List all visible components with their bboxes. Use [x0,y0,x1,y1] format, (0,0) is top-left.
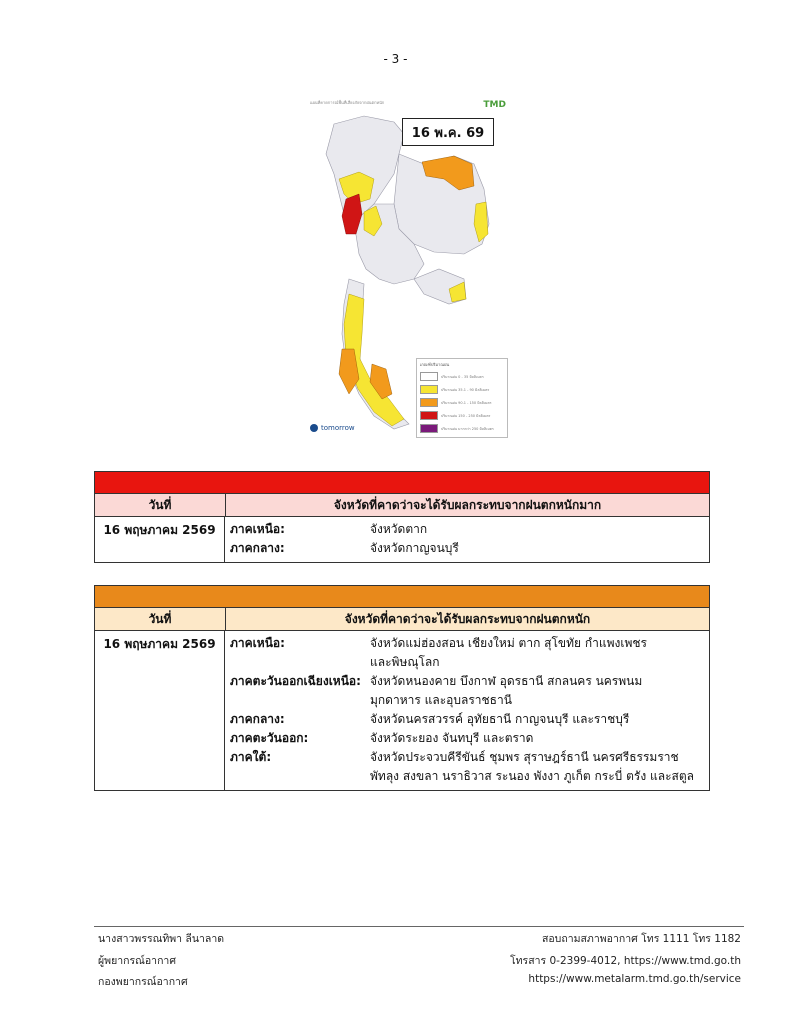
legend-swatch [420,424,438,433]
region-row [230,539,709,558]
province-line: และพิษณุโลก [370,655,440,669]
legend-item [417,370,507,383]
region-row [230,729,709,748]
rainfall-risk-map [304,94,510,440]
region-label: ภาคใต้: [230,750,272,764]
region-row [230,748,709,786]
tomorrow-logo-icon [310,424,318,432]
province-list [370,634,709,672]
region-label: ภาคตะวันออกเฉียงเหนือ: [230,674,361,688]
row-regions [225,631,709,790]
map-date-label: 16 พ.ค. 69 [402,118,494,146]
legend-title: เกณฑ์ปริมาณฝน [420,362,450,367]
row-regions [225,517,709,562]
tomorrow-brand-text: tomorrow [321,424,355,432]
region-label: ภาคเหนือ: [230,636,285,650]
very-heavy-rain-table [94,471,710,563]
legend-text: ปริมาณฝน 150 - 250 มิลลิเมตร [441,413,491,418]
province-list [370,748,709,786]
service-link[interactable]: https://www.metalarm.tmd.go.th/service [528,973,741,985]
row-date: 16 พฤษภาคม 2569 [95,517,225,562]
table-header [95,494,709,517]
region-label: ภาคตะวันออก: [230,731,309,745]
severity-bar-orange [95,586,709,608]
region-row [230,710,709,729]
forecaster-title: ผู้พยากรณ์อากาศ [98,955,176,967]
map-header-text: แผนที่คาดการณ์พื้นที่เสี่ยงภัยจากฝนตกหนัก [310,100,385,105]
forecaster-name: นางสาวพรรณทิพา ลีนาลาด [98,933,225,945]
map-legend [416,358,508,438]
table-row [95,631,709,790]
legend-text: ปริมาณฝน มากกว่า 250 มิลลิเมตร [441,426,494,431]
province-line: พัทลุง สงขลา นราธิวาส ระนอง พังงา ภูเก็ต กระบี่ ตรัง และสตูล [370,769,695,783]
province-list: จังหวัดนครสวรรค์ อุทัยธานี กาญจนบุรี และราชบุรี [370,712,630,726]
legend-text: ปริมาณฝน 0 - 35 มิลลิเมตร [441,374,484,379]
header-provinces: จังหวัดที่คาดว่าจะได้รับผลกระทบจากฝนตกหนักมาก [333,497,602,512]
legend-swatch [420,385,438,394]
footer-divider [94,926,744,927]
row-date: 16 พฤษภาคม 2569 [95,631,225,790]
page-number: - 3 - [383,52,408,66]
tomorrow-brand [310,424,355,432]
tmd-logo: TMD [483,100,506,110]
region-label: ภาคเหนือ: [230,522,285,536]
legend-swatch [420,398,438,407]
province-line: จังหวัดประจวบคีรีขันธ์ ชุมพร สุราษฎร์ธานี นครศรีธรรมราช [370,750,679,764]
region-row [230,634,709,672]
region-label: ภาคกลาง: [230,541,285,555]
contact-fax-website: โทรสาร 0-2399-4012, https://www.tmd.go.th [510,955,741,967]
forecaster-division: กองพยากรณ์อากาศ [98,976,188,988]
legend-text: ปริมาณฝน 35.1 - 90 มิลลิเมตร [441,387,490,392]
region-row [230,520,709,539]
region-row [230,672,709,710]
header-date: วันที่ [95,494,226,516]
header-provinces: จังหวัดที่คาดว่าจะได้รับผลกระทบจากฝนตกหนัก [344,611,591,626]
legend-swatch [420,372,438,381]
table-row [95,517,709,562]
legend-item [417,396,507,409]
header-date: วันที่ [95,608,226,630]
severity-bar-red [95,472,709,494]
province-list: จังหวัดตาก [370,522,428,536]
legend-text: ปริมาณฝน 90.1 - 150 มิลลิเมตร [441,400,492,405]
province-line: มุกดาหาร และอุบลราชธานี [370,693,512,707]
legend-item [417,422,507,435]
province-list: จังหวัดระยอง จันทบุรี และตราด [370,731,534,745]
legend-swatch [420,411,438,420]
legend-item [417,409,507,422]
table-header [95,608,709,631]
province-line: จังหวัดแม่ฮ่องสอน เชียงใหม่ ตาก สุโขทัย กำแพงเพชร [370,636,647,650]
province-line: จังหวัดหนองคาย บึงกาฬ อุดรธานี สกลนคร นครพนม [370,674,643,688]
heavy-rain-table [94,585,710,791]
legend-item [417,383,507,396]
province-list: จังหวัดกาญจนบุรี [370,541,459,555]
contact-phone: สอบถามสภาพอากาศ โทร 1111 โทร 1182 [541,933,741,945]
region-label: ภาคกลาง: [230,712,285,726]
province-list [370,672,709,710]
